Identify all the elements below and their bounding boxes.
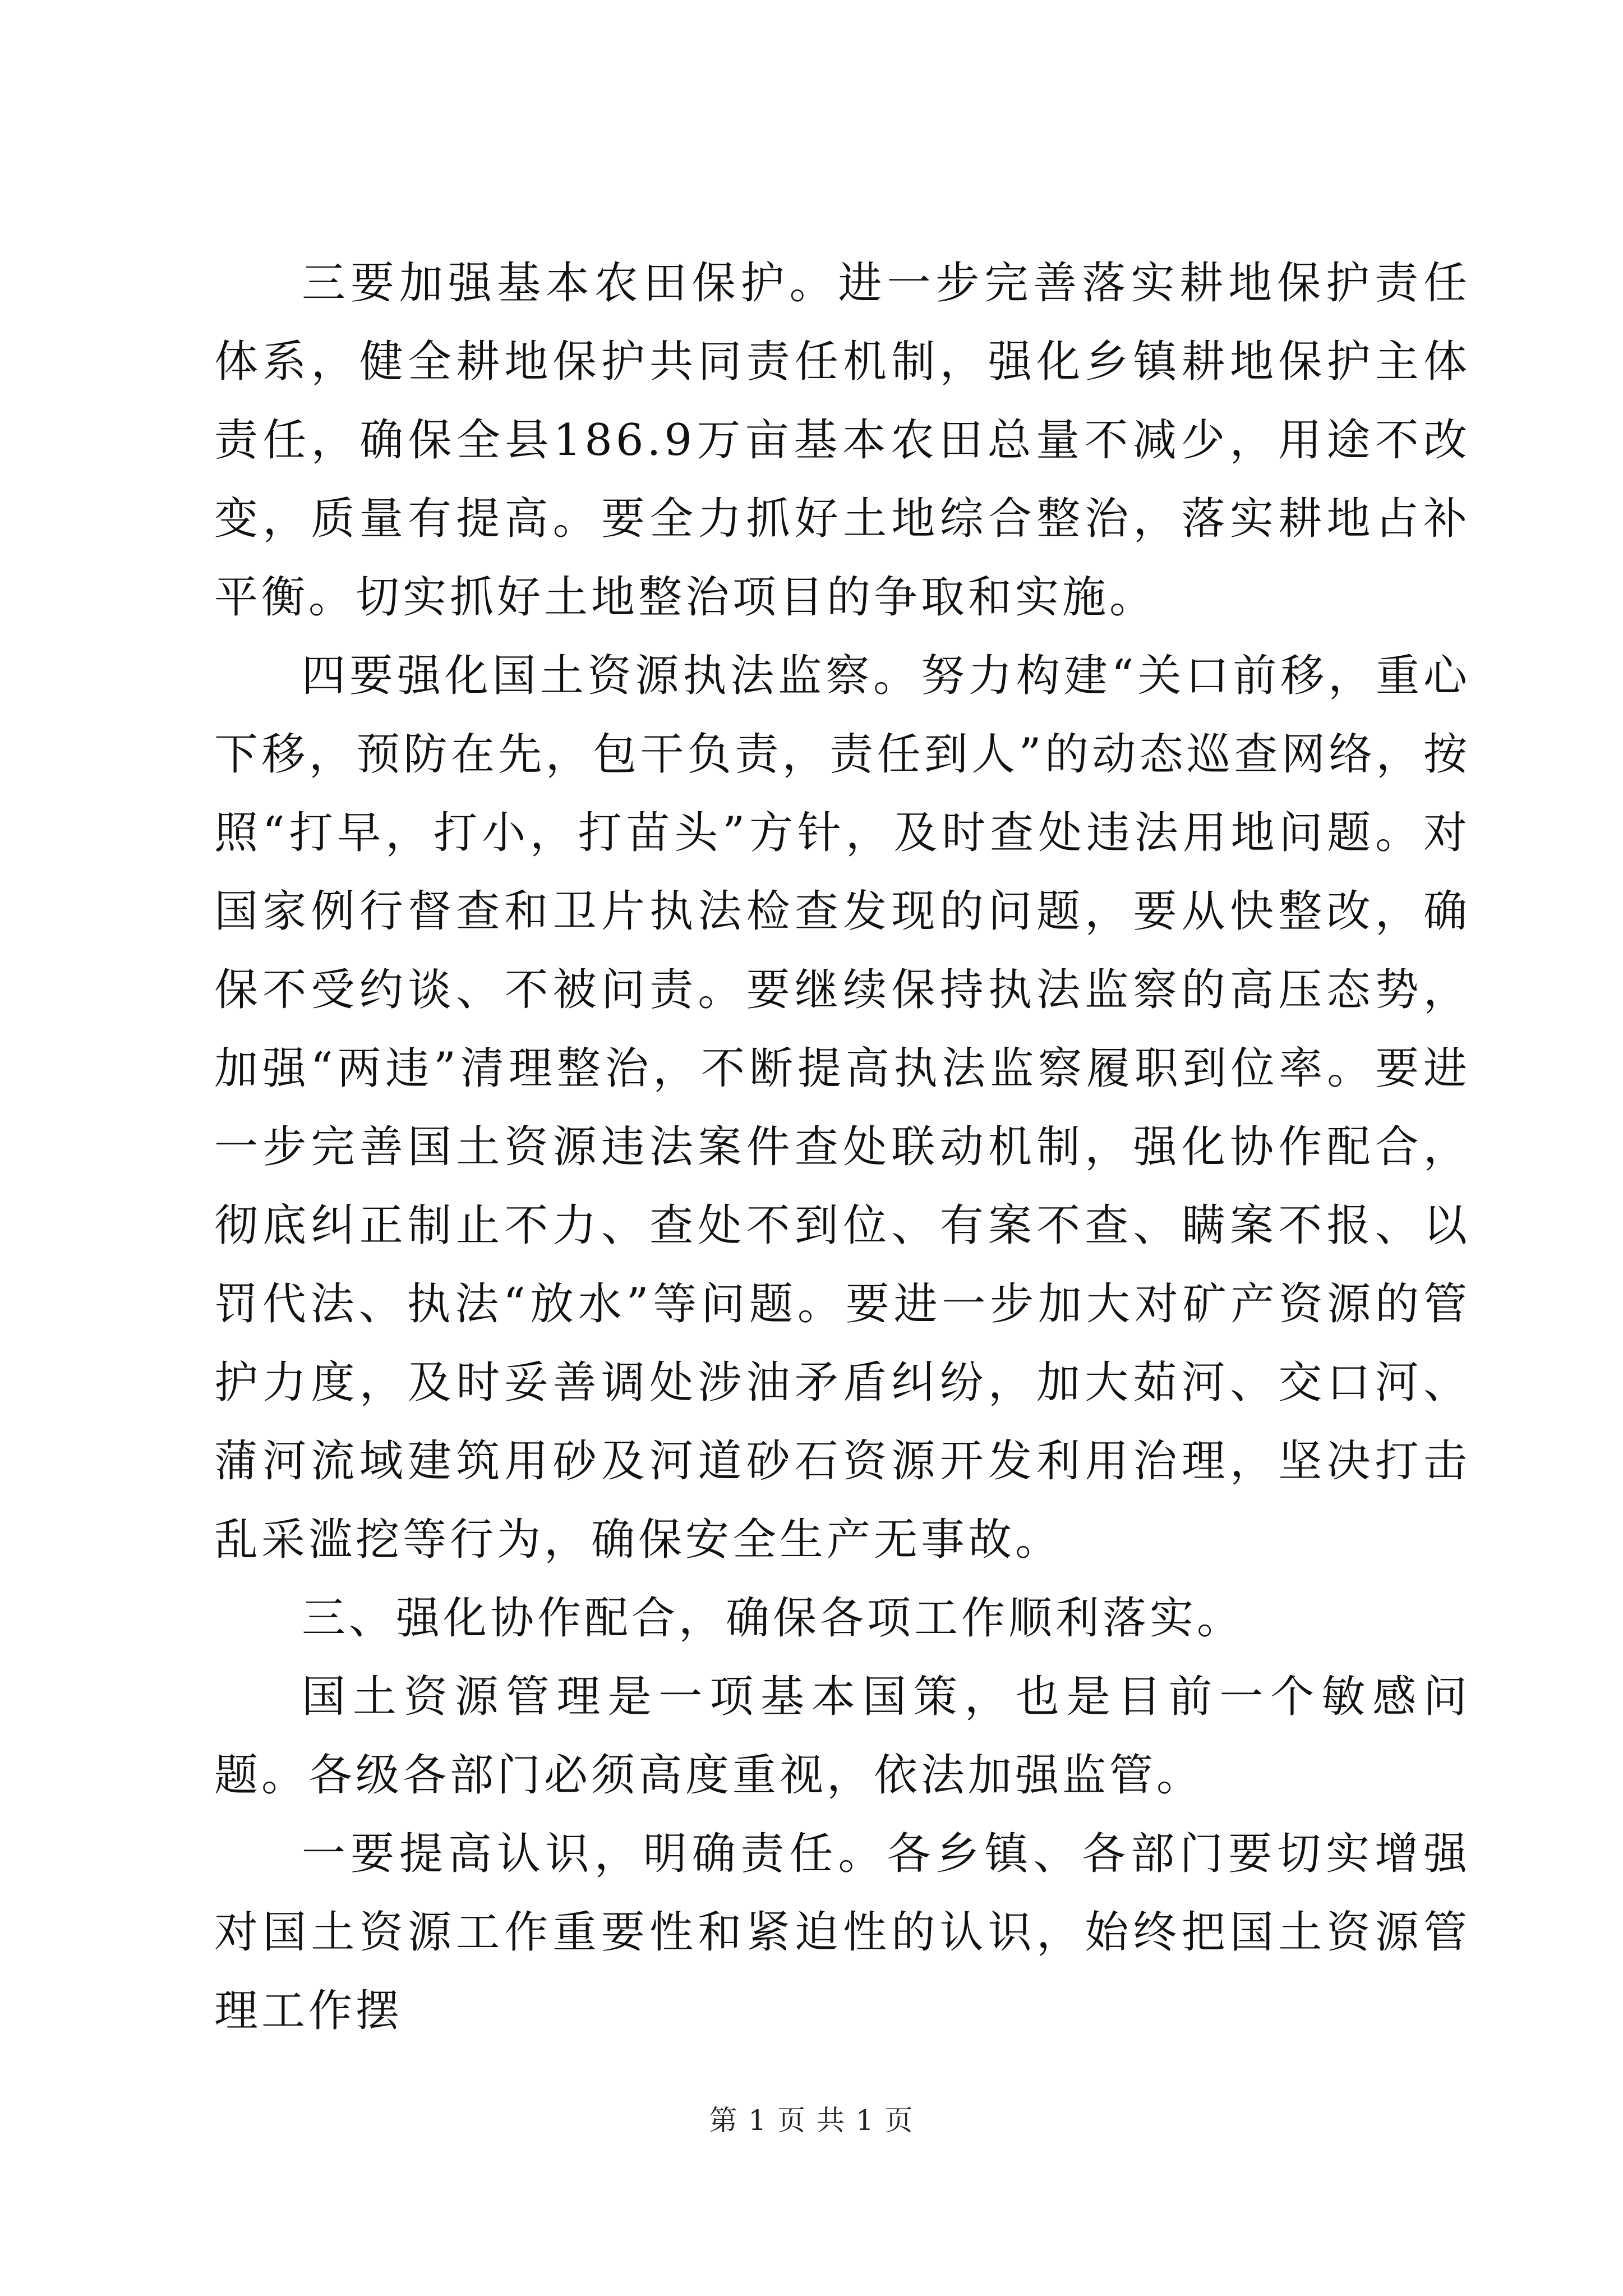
- paragraph-national-policy: 国土资源管理是一项基本国策，也是目前一个敏感问题。各级各部门必须高度重视，依法加强监管。: [214, 1672, 1470, 1801]
- paragraph-law-enforcement: 四要强化国土资源执法监察。努力构建“关口前移，重心下移，预防在先，包干负责，责任到人”的动态巡查网络，按照“打早，打小，打苗头”方针，及时查处违法用地问题。对国家例行督查和卫片执法检查发现的问题，要从快整改，确保不受约谈、不被问责。要继续保持执法监察的高压态势，加强“两违”清理整治，不断提高执法监察履职到位率。要进一步完善国土资源违法案件查处联动机制，强化协作配合，彻底纠正制止不力、查处不到位、有案不查、瞒案不报、以罚代法、执法“放水”等问题。要进一步加大对矿产资源的管护力度，及时妥善调处涉油矛盾纠纷，加大茹河、交口河、蒲河流域建筑用砂及河道砂石资源开发利用治理，坚决打击乱采滥挖等行为，确保安全生产无事故。: [214, 651, 1470, 1565]
- section-heading-coordination: 三、强化协作配合，确保各项工作顺利落实。: [302, 1593, 1244, 1644]
- paragraph-raise-awareness: 一要提高认识，明确责任。各乡镇、各部门要切实增强对国土资源工作重要性和紧迫性的认识，始终把国土资源管理工作摆: [214, 1829, 1470, 2036]
- document-body: [214, 244, 1470, 2050]
- page-number-footer: 第 1 页 共 1 页: [709, 2104, 914, 2137]
- paragraph-farmland-protection: 三要加强基本农田保护。进一步完善落实耕地保护责任体系，健全耕地保护共同责任机制，强化乡镇耕地保护主体责任，确保全县186.9万亩基本农田总量不减少，用途不改变，质量有提高。要全力抓好土地综合整治，落实耕地占补平衡。切实抓好土地整治项目的争取和实施。: [214, 258, 1470, 623]
